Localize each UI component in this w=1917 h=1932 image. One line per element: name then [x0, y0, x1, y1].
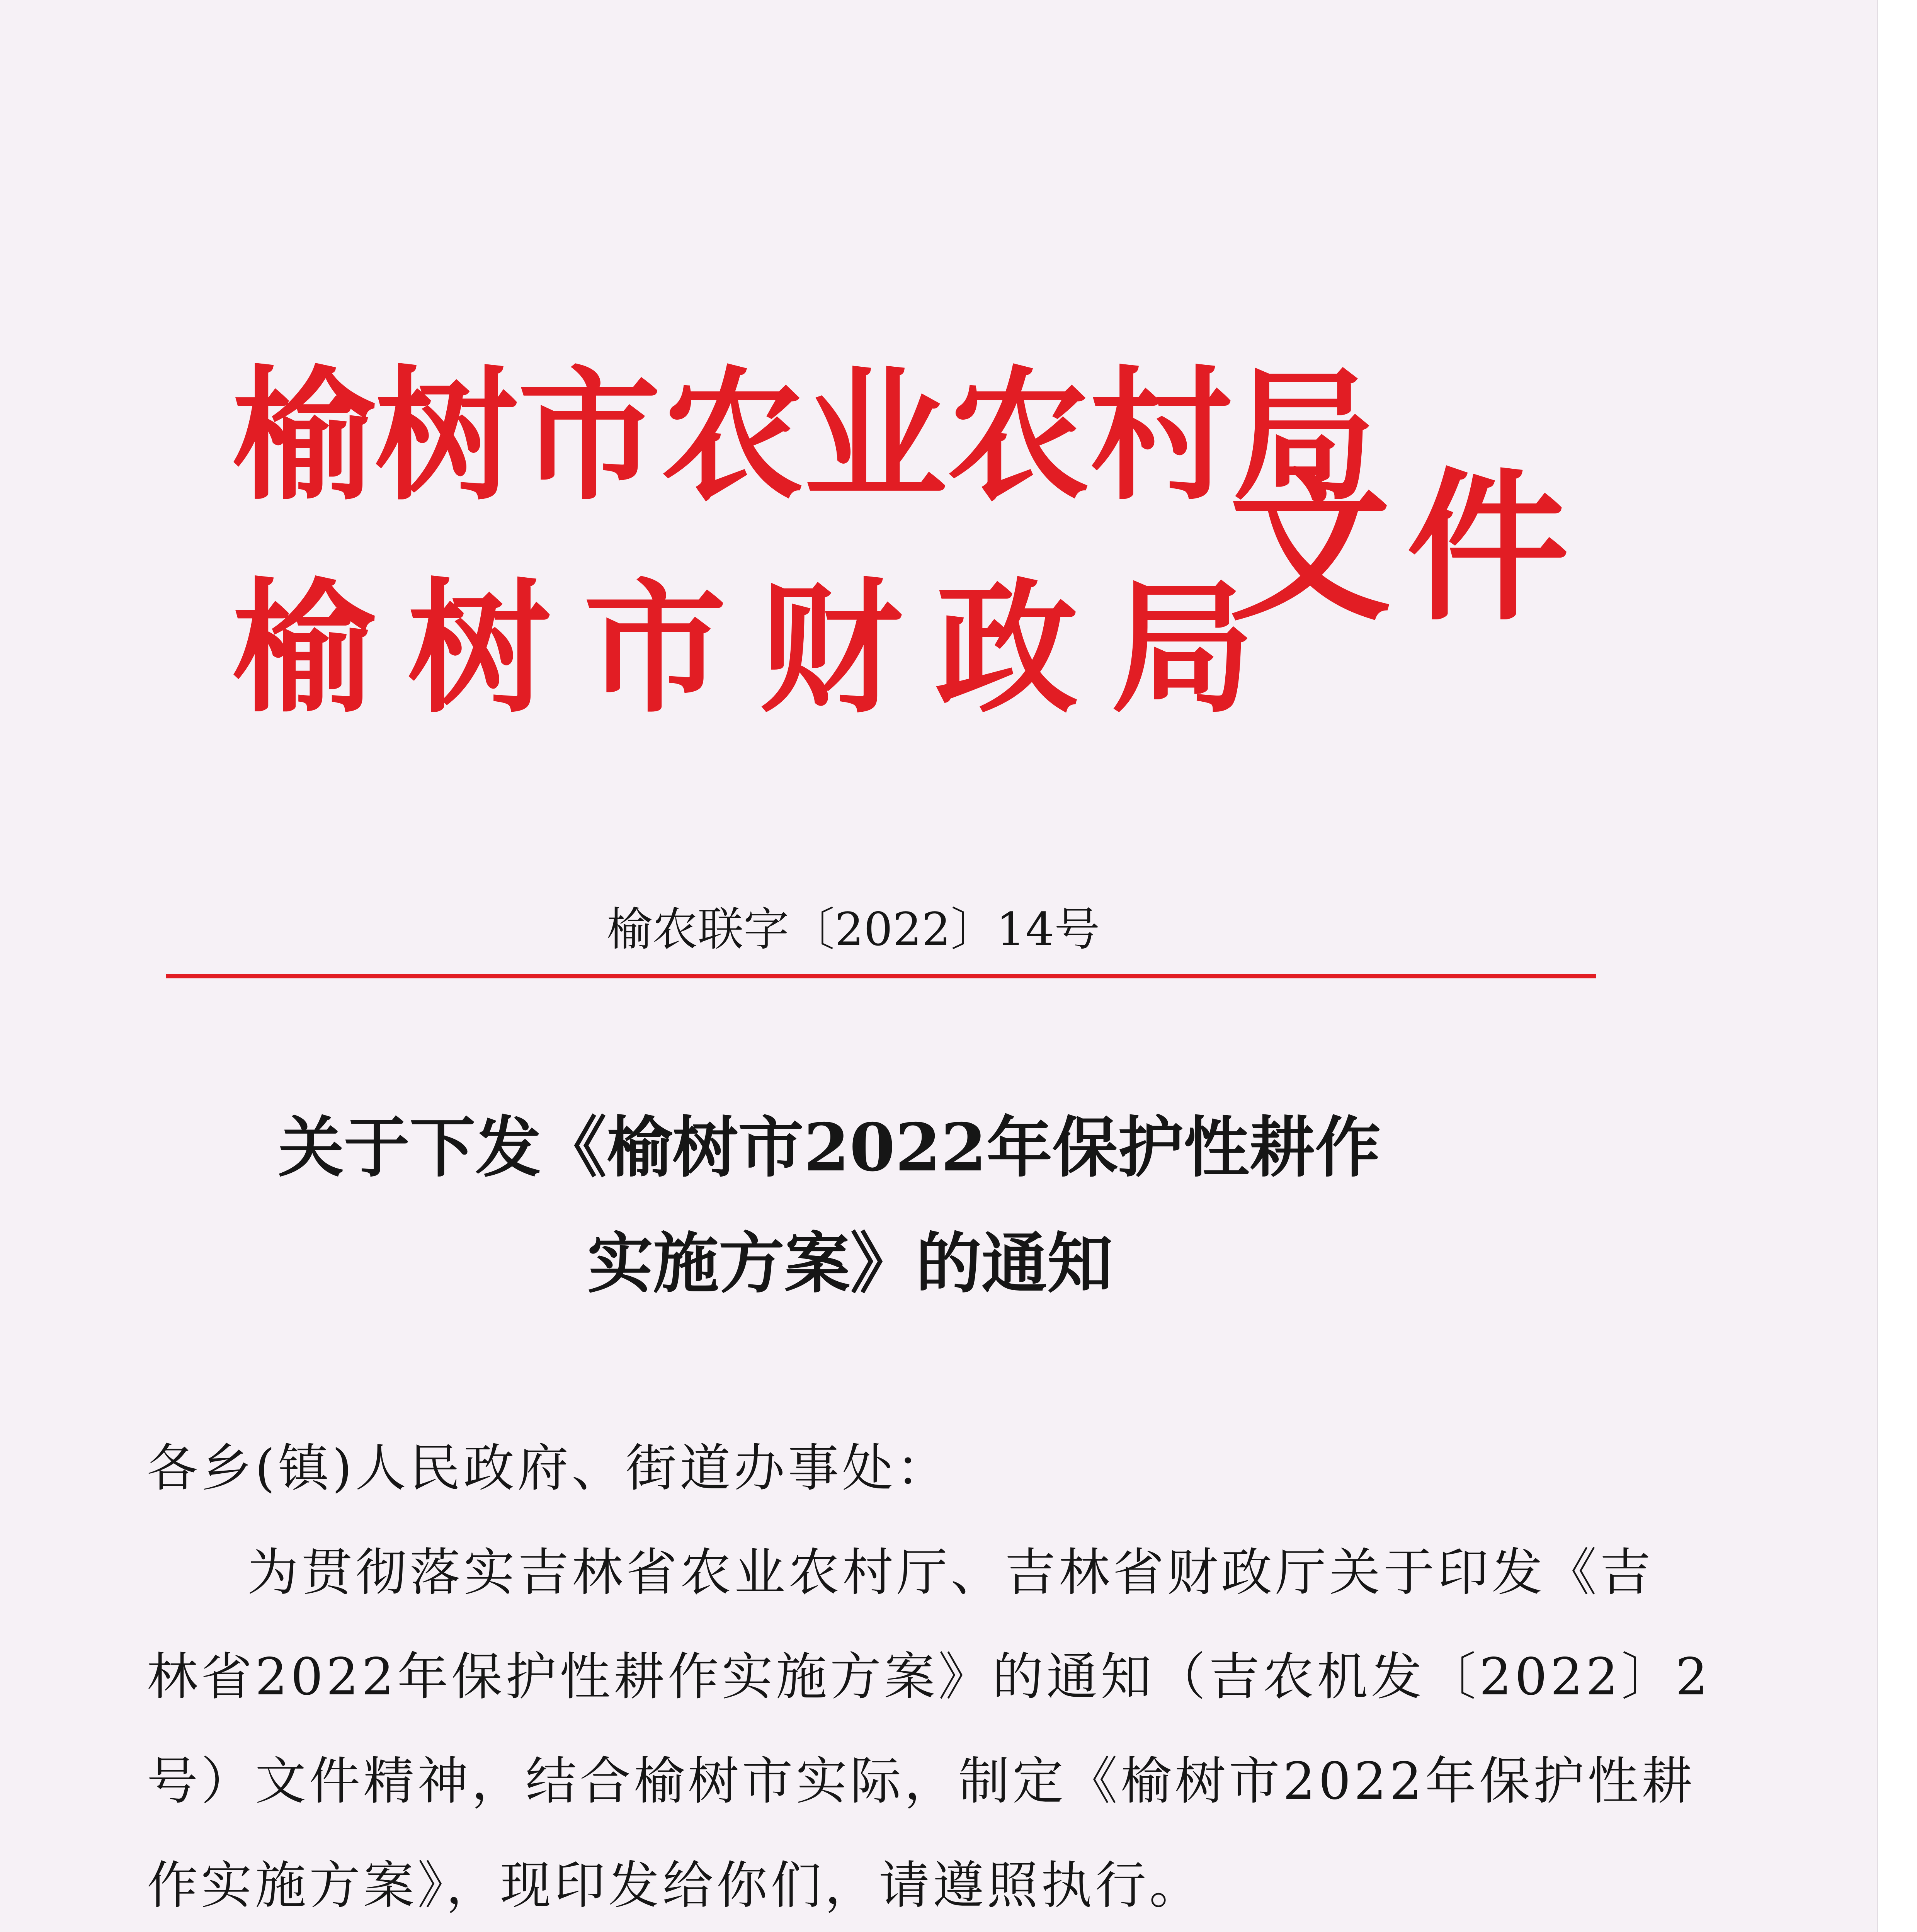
paragraph-line: 林省2022年保护性耕作实施方案》的通知（吉农机发〔2022〕2	[147, 1647, 1711, 1707]
red-divider-line	[166, 974, 1596, 978]
paragraph-line: 为贯彻落实吉林省农业农村厅、吉林省财政厅关于印发《吉	[247, 1543, 1654, 1602]
issuer-name-2: 榆树市财政局	[232, 566, 1287, 732]
document-suffix: 文件	[1229, 454, 1584, 643]
paragraph-line: 作实施方案》，现印发给你们，请遵照执行。	[147, 1856, 1203, 1915]
document-number: 榆农联字〔2022〕14号	[607, 903, 1100, 956]
title-line-2: 实施方案》的通知	[587, 1225, 1113, 1302]
title-line-1: 关于下发《榆树市2022年保护性耕作	[278, 1109, 1381, 1186]
scan-margin	[1878, 0, 1917, 1932]
paragraph-line: 号）文件精神，结合榆树市实际，制定《榆树市2022年保护性耕	[147, 1752, 1696, 1811]
issuer-name-1: 榆树市农业农村局	[232, 354, 1376, 520]
salutation: 各乡(镇)人民政府、街道办事处：	[147, 1439, 950, 1498]
